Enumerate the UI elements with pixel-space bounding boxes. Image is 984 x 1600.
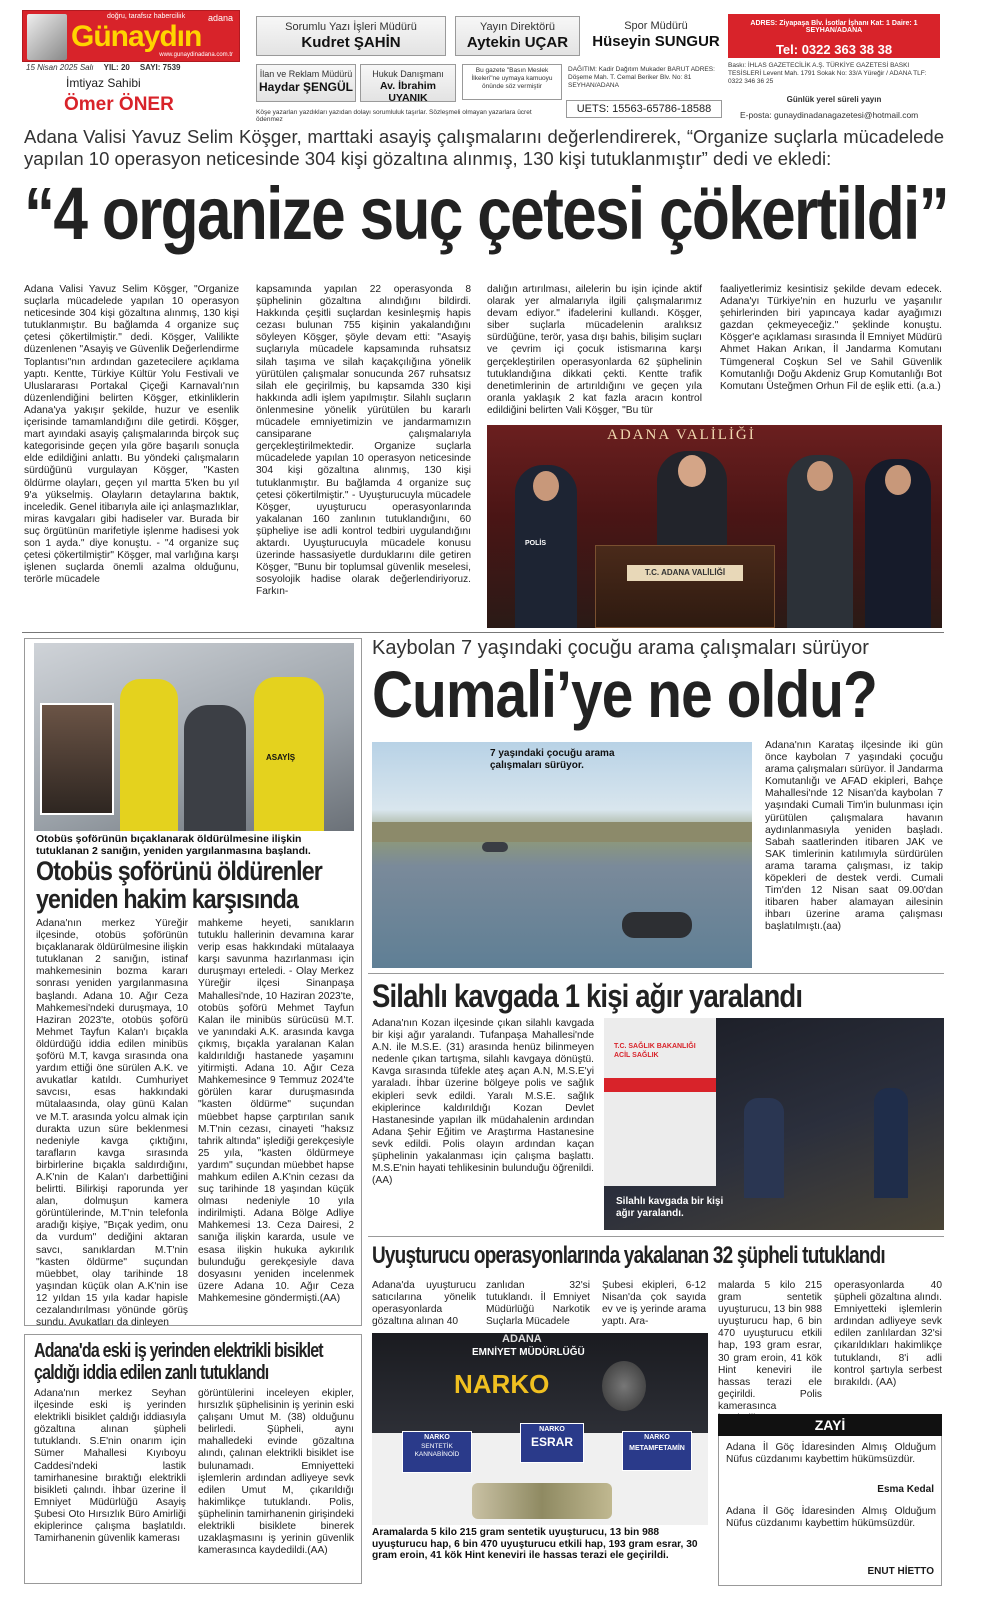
- editor-name: Kudret ŞAHİN: [301, 34, 401, 51]
- drugs-col-5: operasyonlarda 40 şüpheli gözaltına alındı. Emniyetteki işlemlerin ardından adliyeye sevk edilen zanlılardan 32'si çıkarıldıkları hakimlikçe tutuklandı, 8'i adli kontrol şartıyla serbest bırakıldı. (AA): [834, 1280, 942, 1388]
- address-box: [728, 14, 940, 58]
- lead-col-3: dalığın artırılması, ailelerin bu işin içinde aktif olarak yer almalarıyla ilgili çalışmalarımız devam ediyor." ifadelerini kullandı. Köşger, siber suçlarla mücadelenin aralıksız sürdüğüne, terör, yasa dışı bahis, bilişim suçları ve çevrim içi çocuk istismarına karşı gerçekleştirilen operasyonlarda 62 şüphelinin tutuklandığına dikkati çekti. Kentte trafik denetimlerinin de artırıldığını ve geçen yıla oranla yaklaşık 2 kat fazla aracın kontrol edildiğini belirten Vali Köşger, "Bu tür: [487, 284, 702, 416]
- lost-item-1: Adana İl Göç İdaresinden Almış Olduğum Nüfus cüzdanımı kaybettim hükümsüzdür.: [726, 1442, 936, 1466]
- sign-synthetic-text: SENTETİK KANNABİNOİD: [414, 1443, 460, 1458]
- sports-label: Spor Müdürü: [624, 20, 688, 32]
- missing-photo: [372, 742, 752, 968]
- seized-items: [472, 1483, 612, 1519]
- sign-meth: [622, 1431, 692, 1471]
- suspect-figure: [184, 705, 246, 831]
- missing-headline: Cumali’ye ne oldu?: [372, 657, 877, 731]
- legal-label: Hukuk Danışmanı: [372, 69, 444, 79]
- bike-headline-2: çaldığı iddia edilen zanlı tutuklandı: [34, 1362, 269, 1384]
- sign-cannabis-head: NARKO: [539, 1426, 565, 1433]
- fight-body: Adana'nın Kozan ilçesinde çıkan silahlı kavgada bir kişi ağır yaralandı. Tufanpaşa Mahallesi'nde A.N. ile M.S.E. (31) arasında henüz bilinmeyen nedenle çıkan tartışma, silahlı kavgaya dönüştü. Kavga sırasında tüfekle ateş açan A.N, M.S.E'yi yaraladı. İhbar üzerine bölgeye polis ve sağlık ekipleri sevk edildi. Yaralı M.S.E. sağlık ekiplerince kaldırıldığı Kozan Devlet Hastanesinde yapılan ilk müdahalenin ardından Adana Şehir Eğitim ve Araştırma Hastanesine sevk edildi. Polis olayın ardından kaçan şüphelinin yakalanması için çalışma başlattı. M.S.E'nin hayati tehlikesinin bulunduğu öğrenildi.(AA): [372, 1018, 594, 1187]
- ads-box: [256, 64, 356, 102]
- sign-cannabis-text: ESRAR: [530, 1435, 573, 1449]
- podium-sign: T.C. ADANA VALİLİĞİ: [627, 565, 743, 581]
- fight-photo-caption: Silahlı kavgada bir kişi ağır yaralandı.: [616, 1196, 724, 1219]
- suspect-inset: [40, 703, 114, 815]
- narko-banner-top: ADANA: [502, 1333, 542, 1345]
- owner-name: Ömer ÖNER: [64, 94, 174, 115]
- ambulance-label: T.C. SAĞLIK BAKANLIĞI ACİL SAĞLIK: [614, 1043, 696, 1059]
- fight-photo: [604, 1018, 944, 1230]
- narko-banner-sub: EMNİYET MÜDÜRLÜĞÜ: [472, 1347, 585, 1358]
- lost-name-1: Esma Kedal: [877, 1484, 934, 1495]
- bus-col-1: Adana'nın merkez Yüreğir ilçesinde, otobüs şoförünün bıçaklanarak öldürülmesine ilişkin tutuklanan 2 sanığın, istinaf mahkemesinin bozma kararı sonrası yeniden yargılanmasına başlandı. Adana 10. Ağır Ceza Mahkemesi'ndeki duruşmaya, 10 Haziran 2023'te, otobüs şoförü Mehmet Tayfun Kalan'ı bıçakla öldürdüğü iddia edilen minibüs şoförü M.T, kavga sırasında ona yardım ettiği öne sürülen A.K. ve avukatlar katıldı. Cumhuriyet savcısı, esas hakkındaki mütalaasında, olay günü Kalan ve M.T. arasında yolcu almak için durakta uzun süre beklenmesi nedeniyle kavga çıktığını, tarafların kavga sırasında birbirlerine bıçakla saldırdığını, A.K'nin de Kalan'ı darbettiğini belirtti. Bilirkişi raporunda yer alan, dolmuşun kamera görüntülerinde, M.T'nin telefonla aradığı kişiye, "Bıçak yedim, onu da vurdum" dediğini aktaran savcı, sanıklardan M.T'nin "kasten öldürme" suçundan müebbet, olay tarihinde 18 yaşından küçük olan A.K'nin ise 12 yıldan 15 yıla kadar hapisle cezalandırılması yönünde görüş sundu. Avukatları da dinleyen: [36, 918, 188, 1329]
- bus-headline-1: Otobüs şoförünü öldürenler: [36, 856, 322, 886]
- bike-col-1: Adana'nın merkez Seyhan ilçesinde eski iş yerinden elektrikli bisiklet çaldığı iddiasıyla gözaltına alınan şüpheli tutuklandı. S.E'nin onarım için Sümer Mahallesi Kıyıboyu Caddesi'ndeki lastik tamirhanesine bıraktığı elektrikli bisikleti çalındı. İhbar üzerine İl Emniyet Müdürlüğü Asayiş Şubesi Oto Hırsızlık Büro Amirliği ekiplerince çalışma başlatıldı. Tamirhanenin güvenlik kamerası: [34, 1388, 186, 1545]
- phone-text: Tel: 0322 363 38 38: [775, 42, 893, 57]
- missing-kicker: Kaybolan 7 yaşındaki çocuğu arama çalışmaları sürüyor: [372, 637, 869, 659]
- director-label: Yayın Direktörü: [480, 21, 555, 33]
- photo-sign: ADANA VALİLİĞİ: [607, 427, 756, 443]
- lead-photo: [487, 425, 942, 628]
- police-badge: POLİS: [525, 540, 547, 547]
- drugs-col-1: Adana'da uyuşturucu satıcılarına yönelik operasyonlarda gözaltına alınan 40: [372, 1280, 476, 1328]
- lost-title: ZAYİ: [718, 1414, 942, 1436]
- divider-fight: [368, 1236, 944, 1237]
- sign-synthetic: [402, 1431, 472, 1473]
- masthead-logo-box: [22, 10, 240, 62]
- masthead-url: www.gunaydinadana.com.tr: [159, 52, 233, 58]
- podium: [595, 545, 775, 628]
- issue-date: 15 Nisan 2025 Salı: [26, 63, 94, 72]
- owner-label: İmtiyaz Sahibi: [66, 76, 141, 90]
- sign-meth-head: NARKO: [644, 1434, 670, 1441]
- bike-col-2: görüntülerini inceleyen ekipler, hırsızlık şüphelisinin iş yerinin eski çalışanı Umut M. (38) olduğunu belirledi. Şüpheli, aynı mahalledeki evinde gözaltına alındı, çalınan elektrikli bisiklet ise bulunamadı. Emniyetteki işlemlerin ardından adliyeye sevk edilen Umut M, çıkarıldığı hakimlikçe tutuklandı. Polis, şüphelinin tamirhanenin girişindeki elektrikli bisiklete binerek uzaklaşmasını iş yerinin güvenlik kamerasınca kaydedildi.(AA): [198, 1388, 354, 1557]
- bus-caption: Otobüs şoförünün bıçaklanarak öldürülmesine ilişkin tutuklanan 2 sanığın, yeniden yargılanmasına başlandı.: [36, 833, 311, 857]
- lead-intro: Adana Valisi Yavuz Selim Köşger, marttaki asayiş çalışmalarını değerlendirerek, “Organize suçlarla mücadelede yapılan 10 operasyon neticesinde 304 kişi gözaltına alınmış, 130 kişi tutuklanmıştır” dedi ve ekledi:: [24, 126, 944, 169]
- issue-number: SAYI: 7539: [139, 63, 181, 72]
- sports-name: Hüseyin SUNGUR: [592, 33, 720, 50]
- divider-missing: [368, 973, 944, 974]
- drugs-col-2: zanlıdan 32'si tutuklandı. İl Emniyet Müdürlüğü Narkotik Suçlarla Mücadele: [486, 1280, 590, 1328]
- boat-large: [622, 912, 692, 938]
- masthead-city: adana: [207, 13, 233, 23]
- officer-vest-left: [120, 679, 178, 831]
- missing-photo-caption: 7 yaşındaki çocuğu arama çalışmaları sürüyor.: [490, 748, 615, 771]
- bike-headline-1: Adana'da eski iş yerinden elektrikli bisiklet: [34, 1340, 323, 1362]
- director-name: Aytekin UÇAR: [466, 34, 569, 51]
- drugs-headline: Uyuşturucu operasyonlarında yakalanan 32 şüpheli tutuklandı: [372, 1242, 885, 1269]
- legal-box: [360, 64, 456, 102]
- frequency-note: Günlük yerel süreli yayın: [786, 95, 882, 104]
- issue-year: YIL: 20: [103, 63, 130, 72]
- ads-label: İlan ve Reklam Müdürü: [259, 69, 353, 79]
- bus-photo: [34, 643, 354, 831]
- sign-synthetic-head: NARKO: [424, 1434, 450, 1441]
- sign-meth-text: METAMFETAMİN: [629, 1445, 685, 1452]
- bus-col-2: mahkeme heyeti, sanıkların tutuklu hallerinin devamına karar verip esas hakkındaki mütalaaya karşı savunma hazırlanması için duruşmayı erteledi. - Olay Merkez Yüreğir ilçesi Sinanpaşa Mahallesi'nde, 10 Haziran 2023'te, otobüs şoförü Mehmet Tayfun Kalan ile minibüs sürücüsü M.T. ve yanındaki A.K. arasında kavga çıkmış, bıçakla yaralanan Kalan kaldırıldığı hastanede yaşamını yitirmişti. Adana 10. Ağır Ceza Mahkemesince 9 Temmuz 2024'te görülen karar duruşmasında "kasten öldürme" suçundan müebbet hapse çarptırılan sanık M.T'nin cezası, cinayeti "haksız tahrik altında" işlediği gerekçesiyle 25 yıla, "kasten öldürmeye yardım" suçundan müebbet hapse mahkum edilen A.K'nin cezası da suç tarihinde 18 yaşından küçük olması nedeniyle 10 yıla indirilmişti. Adana Bölge Adliye Mahkemesi 13. Ceza Dairesi, 2 sanığa ilişkin kararda, usule ve esasa ilişkin hukuka aykırılık bulunduğu gerekçesiyle dava dosyasını yeniden incelenmek üzere Adana 10. Ağır Ceza Mahkemesine göndermişti.(AA): [198, 918, 354, 1304]
- officer-3: [865, 459, 931, 628]
- ataturk-portrait: [27, 14, 67, 60]
- editor-box: [256, 16, 446, 56]
- bus-headline-2: yeniden hakim karşısında: [36, 884, 298, 914]
- drugs-caption: Aramalarda 5 kilo 215 gram sentetik uyuşturucu, 13 bin 988 uyuşturucu hap, 6 bin 470 uyuşturucu etkili hap, 193 gram esrar, 30 gram eroin, 41 kök Hint keneviri ile hassas terazi ele geçirildi.: [372, 1527, 698, 1562]
- paramedic-1: [874, 1088, 908, 1198]
- fight-headline: Silahlı kavgada 1 kişi ağır yaralandı: [372, 978, 803, 1014]
- distribution-note: DAĞITIM: Kadir Dağıtım Mukader BARUT ADRES: Döşeme Mah. T. Cemal Beriker Blv. No: 81 SEYHAN/ADANA: [568, 66, 715, 89]
- lead-headline: “4 organize suç çetesi çökertildi”: [24, 172, 948, 255]
- wolf-icon: [602, 1361, 646, 1411]
- drugs-col-3: Şubesi ekipleri, 6-12 Nisan'da çok sayıda ev ve iş yerinde arama yaptı. Ara-: [602, 1280, 706, 1328]
- lost-item-2: Adana İl Göç İdaresinden Almış Olduğum Nüfus cüzdanımı kaybettim hükümsüzdür.: [726, 1506, 936, 1530]
- lead-col-4: faaliyetlerimiz kesintisiz şekilde devam edecek. Adana'yı Türkiye'nin en huzurlu ve yaşanılır şehirlerinden biri yapıncaya kadar ayağımızı gazdan çekmeyeceğiz." şeklinde konuştu. Köşger'e açıklaması sırasında İl Emniyet Müdürü Ahmet Hakan Arıkan, İl Jandarma Komutanı Tümgeneral Coşkun Sel ve Sahil Güvenlik Komutanlığı Doğu Akdeniz Grup Komutanlığı Bot Komutanı Üsteğmen Orhun Fil de eşlik etti. (a.a.): [720, 284, 942, 392]
- director-box: [455, 16, 580, 56]
- uets-number: UETS: 15563-65786-18588: [566, 100, 722, 118]
- lead-col-1: Adana Valisi Yavuz Selim Köşger, "Organize suçlarla mücadelede yapılan 10 operasyon neticesinde 304 kişi gözaltına alınmış, 130 kişi tutuklanmıştır. Bu bağlamda 4 organize suç çetesi çökertilmiştir." dedi. Köşger, Valilikte düzenlenen "Asayiş ve Güvenlik Değerlendirme Toplantısı"nın ardından gazetecilere açıklama yaptı. Kentte, Türkiye Kültür Yolu Festivali ve Uluslararası Portakal Çiçeği Karnavalı'nın düzenlendiğini belirten Köşger, etkinliklerin Adana'ya yakışır şekilde, huzur ve esenlik içerisinde tamamlandığını dile getirdi. Köşger, mart ayındaki asayiş çalışmalarında birçok suç kategorisinde geçen yıla göre başarılı sonuçla elde edildiğini anlattı. Bu yöndeki çalışmaların sürdüğünü vurgulayan Köşger, "Kasten öldürme olayları, geçen yıl martta 5'ken bu yıl 9'a yükselmiş. Olayların detaylarına baktık, inceledik. Genel itibarıyla aile içi anlaşmazlıklar, miras kavgaları gibi hadiseler var. Burada bir suç örgütünün marifetiyle işlenme hadisesi yok son 1 ayda." diye konuştu. - "4 organize suç çetesi çökertilmiştir" Köşger, mal varlığına karşı işlenen suçlarda önemli azalma olduğunu, terörle mücadele: [24, 284, 239, 586]
- address-text: ADRES: Ziyapaşa Blv. İsotlar İşhanı Kat: 1 Daire: 1 SEYHAN/ADANA: [750, 20, 918, 34]
- print-note: Baskı: İHLAS GAZETECİLİK A.Ş. TÜRKİYE GAZETESİ BASKI TESİSLERİ Levent Mah. 1791 Sokak No: 33/A Yüreğir / ADANA TLF: 0322 346 36 25: [728, 62, 927, 85]
- disclaimer: Köşe yazarları yazdıkları yazıdan dolayı sorumluluk taşırlar. Sözleşmeli olmayan yazarlara ücret ödenmez: [256, 109, 532, 123]
- paramedic-2: [744, 1098, 784, 1198]
- editor-label: Sorumlu Yazı İşleri Müdürü: [285, 21, 417, 33]
- boat-small: [482, 842, 508, 852]
- email-note: E-posta: gunaydinadanagazetesi@hotmail.com: [740, 110, 919, 120]
- shore-strip: [372, 822, 752, 842]
- drugs-photo: [372, 1333, 708, 1525]
- lead-col-2: kapsamında yapılan 22 operasyonda 8 şüphelinin gözaltına alındığını bildirdi. Hakkında çeşitli suçlardan kesinleşmiş hapis cezası bulunan 755 kişinin yakalandığını söyleyen Köşger, şöyle devam etti: "Asayiş suçlarıyla mücadele kapsamında ruhsatsız silah taşıma ve silah kaçakçılığına yönelik yürütülen çalışmalar sonucunda 267 ruhsatsız silah ele geçirilmiş, bu kapsamda 330 kişi hakkında adli işlem yapılmıştır. Silahlı suçların önlenmesine yönelik yürütülen bu kararlı mücadele emniyetimizin ve jandarmamızın cansiparane çalışmalarıyla gerçekleştirilmektedir. Organize suçlarla mücadelede yapılan 10 operasyon neticesinde 304 kişi gözaltına alınmış, 130 kişi tutuklanmıştır. Bu bağlamda 4 organize suç çetesi çökertilmiştir." - Uyuşturucuyla mücadele Köşger, uyuşturucu operasyonlarında yakalanan 160 zanlının tutuklandığını, 60 şüpheliye ise adli kontrol tedbiri uygulandığını aktardı. Uyuşturucuyla mücadele konusu üzerinde hassasiyetle durduklarını dile getiren Köşger, "Bunu bir toplumsal güvenlik meselesi, sosyolojik hadise olarak değerlendiriyoruz. Farkın-: [256, 284, 471, 598]
- drugs-col-4: malarda 5 kilo 215 gram sentetik uyuşturucu, 13 bin 988 uyuşturucu hap, 6 bin 470 uyuşturucu etkili hap, 193 gram esrar, 30 gram eroin, 41 kök Hint keneviri ile hassas terazi ele geçirildi. Polis kamerasınca: [718, 1280, 822, 1412]
- lost-box: [718, 1414, 942, 1586]
- masthead-slogan: doğru, tarafsız haberciliık: [107, 13, 186, 20]
- narko-logo: NARKO: [454, 1369, 550, 1399]
- lost-name-2: ENUT HİETTO: [867, 1566, 934, 1577]
- issue-line: [26, 63, 240, 72]
- missing-body: Adana'nın Karataş ilçesinde iki gün önce kaybolan 7 yaşındaki çocuğu arama çalışmaları sürüyor. İl Jandarma Komutanlığı ve AFAD ekipleri, Bahçe Mahallesi'nde 12 Nisan'da kaybolan 7 yaşındaki Cumali Tim'in bulunması için yürütülen çalışmalara havanın aydınlanmasıyla yeniden başladı. Sabah saatlerinden itibaren JAK ve SAK timlerinin katılımıyla sürdürülen arama tarama çalışması, iz takip köpekleri de destek verdi. Cumali Tim'den 12 Nisan saat 09.00'dan itibaren haber alamayan ailesinin ihbarı üzerine arama çalışması başlatılmıştı.(aa): [765, 740, 943, 933]
- vest-label: ASAYİŞ: [266, 753, 296, 762]
- legal-name: Av. İbrahim UYANIK: [379, 80, 436, 104]
- sign-cannabis: [520, 1423, 584, 1463]
- divider-lead: [22, 632, 944, 633]
- ads-name: Haydar ŞENGÜL: [258, 80, 354, 94]
- officer-2: [787, 455, 853, 628]
- ethics-note: Bu gazete "Basın Meslek İlkeleri"ne uymaya kamuoyu önünde söz vermiştir: [462, 64, 562, 100]
- masthead-name: Günaydın: [71, 20, 202, 53]
- sports-box: [590, 16, 722, 56]
